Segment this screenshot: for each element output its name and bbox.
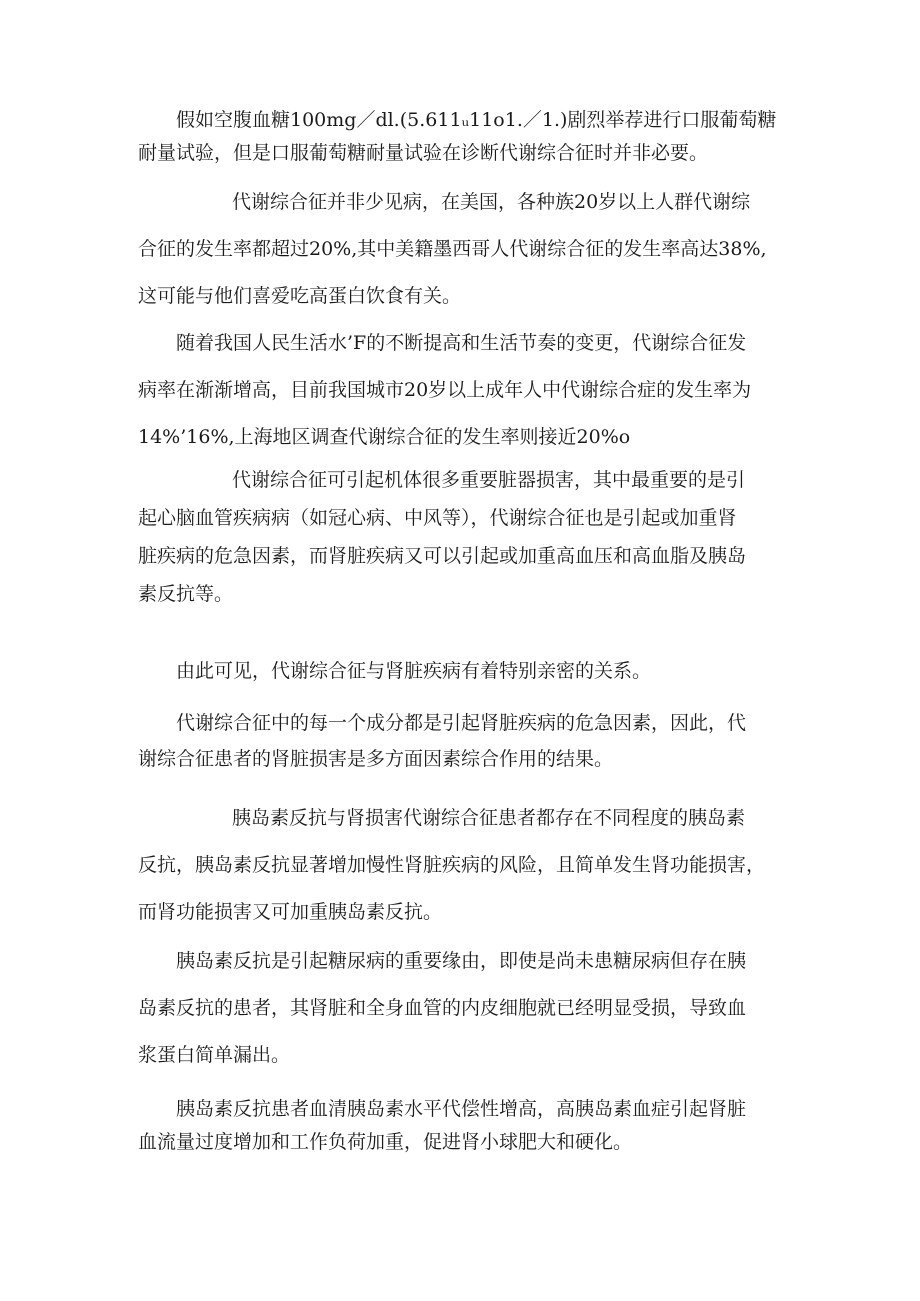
paragraph-insulin-resistance — [138, 795, 798, 936]
text-line: 代谢综合征可引起机体很多重要脏器损害，其中最重要的是引 — [232, 469, 746, 491]
text-line: 岛素反抗的患者，其肾脏和全身血管的内皮细胞就已经明显受损，导致血 — [138, 997, 747, 1019]
paragraph-ogtt-note — [138, 104, 798, 170]
paragraph-risk-factors — [138, 705, 798, 777]
text-line: 浆蛋白简单漏出。 — [138, 1044, 291, 1066]
text-line: 耐量试验，但是口服葡萄糖耐量试验在诊断代谢综合征时并非必要。 — [138, 142, 709, 164]
text-line: 谢综合征患者的肾脏损害是多方面因素综合作用的结果。 — [138, 748, 614, 770]
text-line: 而肾功能损害又可加重胰岛素反抗。 — [138, 901, 443, 923]
paragraph-diabetes-cause — [138, 938, 798, 1079]
text-line: 假如空腹血糖100mg／dl.(5.611ᵤ11o1.／1.)剧烈举荐进行口服葡萄糖 — [176, 109, 777, 131]
text-line: 由此可见，代谢综合征与肾脏疾病有着特别亲密的关系。 — [176, 660, 652, 682]
text-line: 合征的发生率都超过20%,其中美籍墨西哥人代谢综合征的发生率高达38%, — [138, 238, 767, 260]
text-line: 反抗，胰岛素反抗显著增加慢性肾脏疾病的风险，且简单发生肾功能损害， — [138, 854, 766, 876]
paragraph-organ-damage — [138, 461, 798, 613]
text-line: 胰岛素反抗与肾损害代谢综合征患者都存在不同程度的胰岛素 — [232, 807, 746, 829]
paragraph-us-prevalence — [138, 179, 798, 320]
text-line: 起心脑血管疾病病（如冠心病、中风等），代谢综合征也是引起或加重肾 — [138, 507, 737, 529]
text-line: 代谢综合征中的每一个成分都是引起肾脏疾病的危急因素，因此，代 — [176, 712, 747, 734]
text-line: 14%’16%,上海地区调查代谢综合征的发生率则接近20%o — [138, 426, 631, 448]
text-line: 病率在渐渐增高，目前我国城市20岁以上成年人中代谢综合症的发生率为 — [138, 379, 752, 401]
text-line: 胰岛素反抗是引起糖尿病的重要缘由，即使是尚未患糖尿病但存在胰 — [176, 950, 747, 972]
paragraph-hyperinsulinemia — [138, 1093, 798, 1159]
text-line: 这可能与他们喜爱吃高蛋白饮食有关。 — [138, 285, 462, 307]
text-line: 代谢综合征并非少见病，在美国，各种族20岁以上人群代谢综 — [232, 191, 751, 213]
text-line: 随着我国人民生活水’F的不断提高和生活节奏的变更，代谢综合征发 — [176, 332, 747, 354]
text-line: 血流量过度增加和工作负荷加重，促进肾小球肥大和硬化。 — [138, 1131, 633, 1153]
text-line: 脏疾病的危急因素，而肾脏疾病又可以引起或加重高血压和高血脂及胰岛 — [138, 545, 747, 567]
paragraph-kidney-relation — [138, 655, 798, 688]
paragraph-china-prevalence — [138, 320, 798, 461]
text-line: 素反抗等。 — [138, 583, 234, 605]
text-line: 胰岛素反抗患者血清胰岛素水平代偿性增高，高胰岛素血症引起肾脏 — [176, 1098, 747, 1120]
